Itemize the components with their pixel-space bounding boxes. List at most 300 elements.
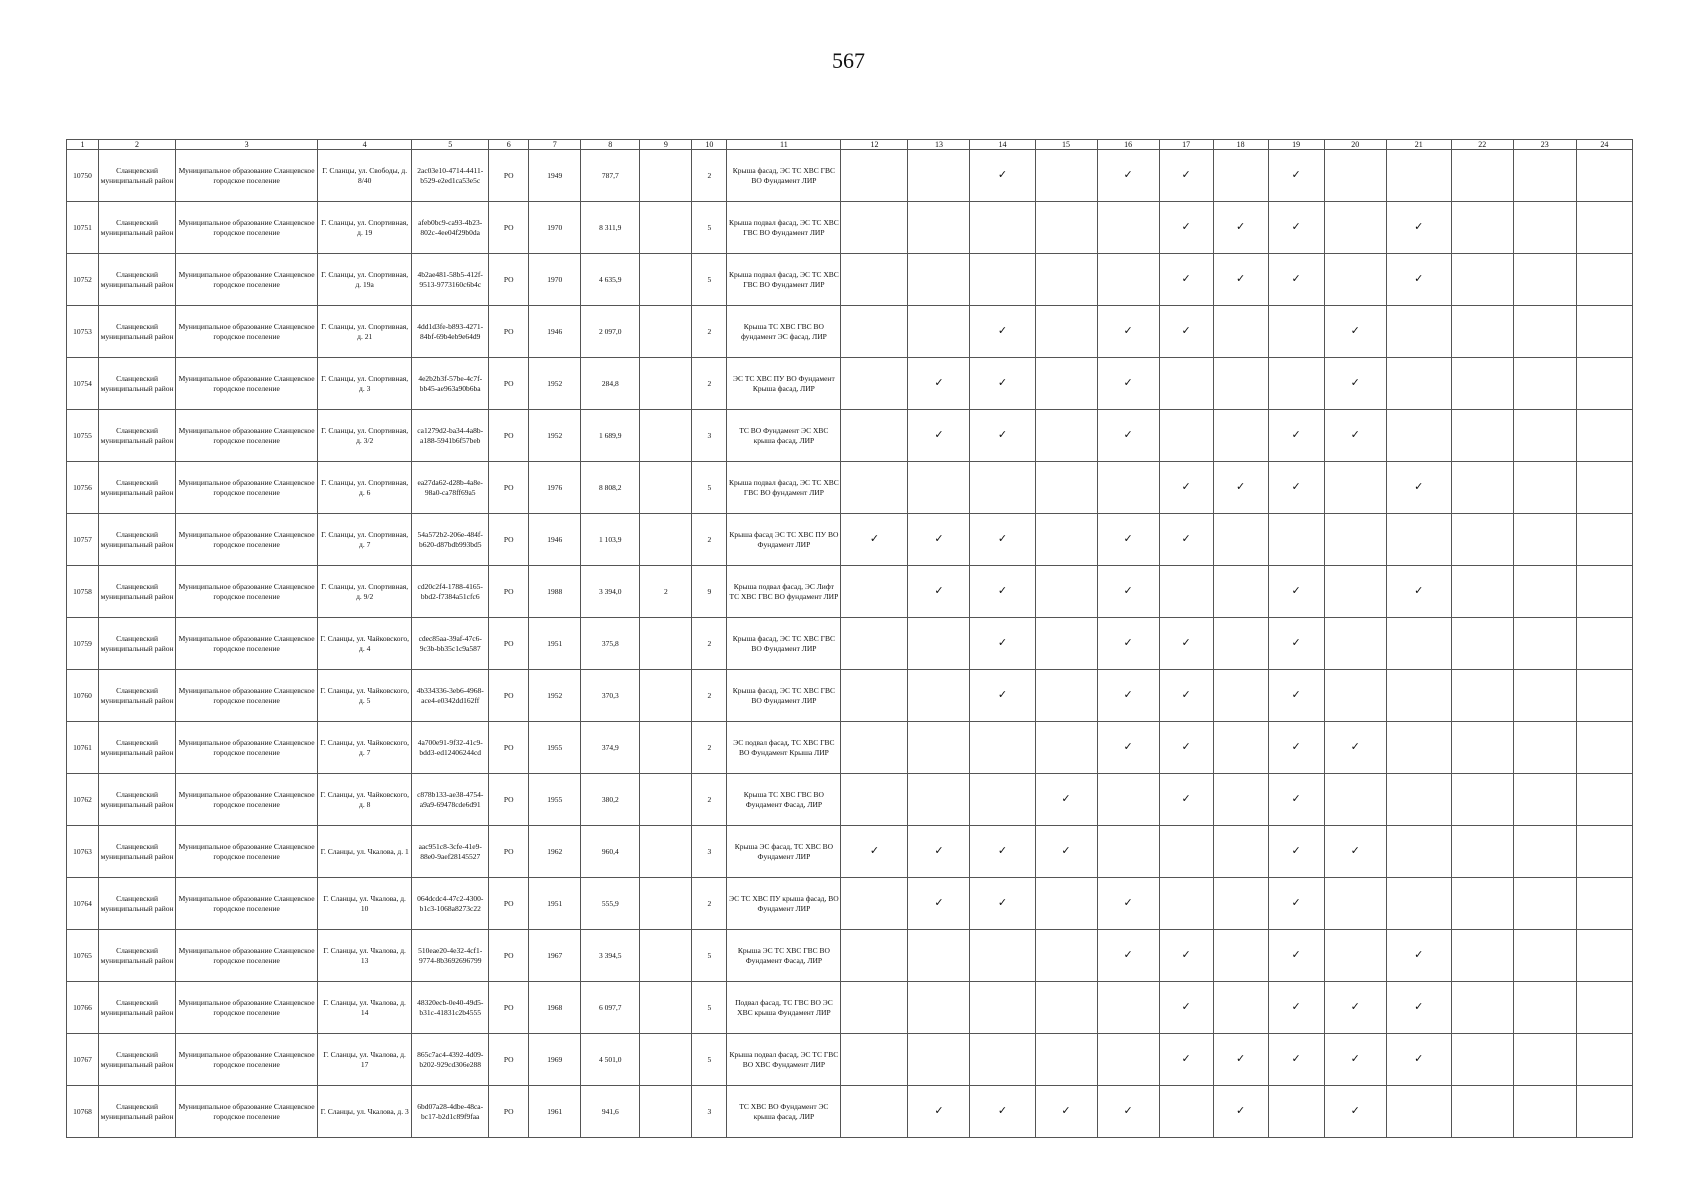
address-cell: Г. Сланцы, ул. Спортивная, д. 3 [318,358,412,410]
year-built-cell: 1976 [529,462,581,514]
municipality-cell: Муниципальное образование Сланцевское городское поселение [176,618,318,670]
check-mark-icon: ✓ [970,410,1035,462]
empty-cell [1513,410,1576,462]
record-id-cell: 10766 [67,982,99,1034]
entrances-cell [640,306,692,358]
empty-cell [841,150,908,202]
entrances-cell [640,150,692,202]
record-id-cell: 10759 [67,618,99,670]
program-cell: РО [489,254,529,306]
column-number: 18 [1213,140,1268,150]
works-list-cell: ТС ВО Фундамент ЭС ХВС крыша фасад, ЛИР [727,410,841,462]
empty-cell [1513,982,1576,1034]
guid-cell: 4b2ae481-58b5-412f-9513-9773160c6b4c [412,254,489,306]
column-number: 22 [1451,140,1513,150]
year-built-cell: 1969 [529,1034,581,1086]
empty-cell [908,774,970,826]
municipality-cell: Муниципальное образование Сланцевское городское поселение [176,410,318,462]
check-mark-icon: ✓ [1159,722,1213,774]
guid-cell: 865c7ac4-4392-4d09-b202-929cd306e288 [412,1034,489,1086]
municipality-cell: Муниципальное образование Сланцевское городское поселение [176,150,318,202]
check-mark-icon: ✓ [970,150,1035,202]
check-mark-icon: ✓ [1324,826,1386,878]
empty-cell [1451,930,1513,982]
works-list-cell: Крыша ЭС фасад, ТС ХВС ВО Фундамент ЛИР [727,826,841,878]
empty-cell [908,930,970,982]
guid-cell: 4b334336-3eb6-4968-ace4-e0342dd162ff [412,670,489,722]
check-mark-icon: ✓ [970,878,1035,930]
column-number: 19 [1268,140,1324,150]
check-mark-icon: ✓ [1159,202,1213,254]
area-cell: 370,3 [581,670,640,722]
entrances-cell [640,202,692,254]
check-mark-icon: ✓ [1097,670,1159,722]
entrances-cell [640,878,692,930]
table-row [67,1034,1633,1086]
municipality-cell: Муниципальное образование Сланцевское городское поселение [176,826,318,878]
column-number: 13 [908,140,970,150]
empty-cell [1324,930,1386,982]
district-cell: Сланцевский муниципальный район [99,566,176,618]
check-mark-icon: ✓ [908,826,970,878]
guid-cell: 510eae20-4e32-4cf1-9774-8b3692696799 [412,930,489,982]
year-built-cell: 1961 [529,1086,581,1138]
check-mark-icon: ✓ [970,826,1035,878]
empty-cell [908,618,970,670]
floors-cell: 5 [692,1034,727,1086]
entrances-cell [640,254,692,306]
entrances-cell [640,410,692,462]
guid-cell: 48320ecb-0e40-49d5-b31c-41831c2b4555 [412,982,489,1034]
works-list-cell: Крыша фасад, ЭС ТС ХВС ГВС ВО Фундамент ЛИР [727,618,841,670]
guid-cell: aac951c8-3cfe-41e9-88e0-9aef28145527 [412,826,489,878]
check-mark-icon: ✓ [1324,1086,1386,1138]
empty-cell [908,202,970,254]
empty-cell [1451,254,1513,306]
empty-cell [1576,1034,1632,1086]
column-number: 8 [581,140,640,150]
check-mark-icon: ✓ [1324,410,1386,462]
address-cell: Г. Сланцы, ул. Спортивная, д. 9/2 [318,566,412,618]
column-number: 23 [1513,140,1576,150]
empty-cell [1035,566,1097,618]
empty-cell [1097,774,1159,826]
municipality-cell: Муниципальное образование Сланцевское городское поселение [176,774,318,826]
program-cell: РО [489,670,529,722]
entrances-cell: 2 [640,566,692,618]
check-mark-icon: ✓ [1159,774,1213,826]
municipality-cell: Муниципальное образование Сланцевское городское поселение [176,514,318,566]
check-mark-icon: ✓ [1268,774,1324,826]
table-row [67,514,1633,566]
municipality-cell: Муниципальное образование Сланцевское городское поселение [176,878,318,930]
area-cell: 2 097,0 [581,306,640,358]
empty-cell [1324,254,1386,306]
district-cell: Сланцевский муниципальный район [99,202,176,254]
empty-cell [841,1086,908,1138]
check-mark-icon: ✓ [908,410,970,462]
year-built-cell: 1946 [529,306,581,358]
entrances-cell [640,1086,692,1138]
empty-cell [1513,566,1576,618]
table-row [67,254,1633,306]
empty-cell [1035,878,1097,930]
empty-cell [1576,1086,1632,1138]
empty-cell [1451,1086,1513,1138]
empty-cell [1159,410,1213,462]
floors-cell: 2 [692,150,727,202]
record-id-cell: 10760 [67,670,99,722]
table-row [67,774,1633,826]
district-cell: Сланцевский муниципальный район [99,150,176,202]
empty-cell [1213,566,1268,618]
check-mark-icon: ✓ [908,1086,970,1138]
empty-cell [841,722,908,774]
empty-cell [1576,202,1632,254]
empty-cell [1576,150,1632,202]
address-cell: Г. Сланцы, ул. Чкалова, д. 3 [318,1086,412,1138]
column-number: 10 [692,140,727,150]
year-built-cell: 1952 [529,410,581,462]
record-id-cell: 10763 [67,826,99,878]
record-id-cell: 10762 [67,774,99,826]
check-mark-icon: ✓ [841,826,908,878]
table-row [67,462,1633,514]
empty-cell [1513,202,1576,254]
check-mark-icon: ✓ [1035,774,1097,826]
empty-cell [1386,358,1451,410]
entrances-cell [640,982,692,1034]
empty-cell [970,1034,1035,1086]
empty-cell [1035,202,1097,254]
record-id-cell: 10767 [67,1034,99,1086]
empty-cell [1576,358,1632,410]
floors-cell: 5 [692,202,727,254]
check-mark-icon: ✓ [1159,930,1213,982]
check-mark-icon: ✓ [1268,930,1324,982]
check-mark-icon: ✓ [970,514,1035,566]
floors-cell: 3 [692,410,727,462]
empty-cell [1097,826,1159,878]
check-mark-icon: ✓ [1386,254,1451,306]
program-cell: РО [489,826,529,878]
table-row [67,618,1633,670]
floors-cell: 2 [692,722,727,774]
empty-cell [1513,878,1576,930]
empty-cell [1451,358,1513,410]
entrances-cell [640,930,692,982]
check-mark-icon: ✓ [1386,982,1451,1034]
empty-cell [1213,514,1268,566]
empty-cell [1513,1034,1576,1086]
check-mark-icon: ✓ [1268,618,1324,670]
year-built-cell: 1988 [529,566,581,618]
district-cell: Сланцевский муниципальный район [99,1086,176,1138]
municipality-cell: Муниципальное образование Сланцевское городское поселение [176,254,318,306]
check-mark-icon: ✓ [970,306,1035,358]
column-number: 3 [176,140,318,150]
area-cell: 1 689,9 [581,410,640,462]
address-cell: Г. Сланцы, ул. Чкалова, д. 10 [318,878,412,930]
area-cell: 1 103,9 [581,514,640,566]
program-cell: РО [489,930,529,982]
entrances-cell [640,514,692,566]
record-id-cell: 10750 [67,150,99,202]
works-list-cell: Крыша подвал фасад, ЭС ТС ХВС ГВС ВО фундамент ЛИР [727,462,841,514]
record-id-cell: 10754 [67,358,99,410]
empty-cell [908,254,970,306]
entrances-cell [640,670,692,722]
check-mark-icon: ✓ [841,514,908,566]
year-built-cell: 1952 [529,670,581,722]
column-number: 7 [529,140,581,150]
check-mark-icon: ✓ [970,618,1035,670]
check-mark-icon: ✓ [1097,1086,1159,1138]
check-mark-icon: ✓ [1097,722,1159,774]
check-mark-icon: ✓ [1268,826,1324,878]
empty-cell [1576,930,1632,982]
check-mark-icon: ✓ [1159,982,1213,1034]
empty-cell [1035,150,1097,202]
empty-cell [1159,878,1213,930]
table-row [67,1086,1633,1138]
address-cell: Г. Сланцы, ул. Спортивная, д. 7 [318,514,412,566]
empty-cell [1386,878,1451,930]
empty-cell [970,930,1035,982]
register-table [66,139,1633,1138]
check-mark-icon: ✓ [1159,462,1213,514]
district-cell: Сланцевский муниципальный район [99,982,176,1034]
municipality-cell: Муниципальное образование Сланцевское городское поселение [176,1034,318,1086]
entrances-cell [640,462,692,514]
municipality-cell: Муниципальное образование Сланцевское городское поселение [176,358,318,410]
column-number: 21 [1386,140,1451,150]
address-cell: Г. Сланцы, ул. Чайковского, д. 4 [318,618,412,670]
district-cell: Сланцевский муниципальный район [99,254,176,306]
municipality-cell: Муниципальное образование Сланцевское городское поселение [176,670,318,722]
area-cell: 284,8 [581,358,640,410]
empty-cell [1386,774,1451,826]
area-cell: 787,7 [581,150,640,202]
check-mark-icon: ✓ [970,1086,1035,1138]
empty-cell [1324,774,1386,826]
works-list-cell: Крыша подвал фасад, ЭС ТС ХВС ГВС ВО Фундамент ЛИР [727,254,841,306]
guid-cell: c878b133-ae38-4754-a9a9-69478cde6d91 [412,774,489,826]
works-list-cell: ЭС ТС ХВС ПУ крыша фасад, ВО Фундамент ЛИР [727,878,841,930]
district-cell: Сланцевский муниципальный район [99,514,176,566]
area-cell: 375,8 [581,618,640,670]
empty-cell [1324,566,1386,618]
area-cell: 6 097,7 [581,982,640,1034]
empty-cell [841,878,908,930]
district-cell: Сланцевский муниципальный район [99,410,176,462]
record-id-cell: 10751 [67,202,99,254]
empty-cell [841,670,908,722]
district-cell: Сланцевский муниципальный район [99,618,176,670]
empty-cell [1035,358,1097,410]
empty-cell [1513,306,1576,358]
check-mark-icon: ✓ [1097,410,1159,462]
empty-cell [1513,254,1576,306]
check-mark-icon: ✓ [1097,618,1159,670]
address-cell: Г. Сланцы, ул. Спортивная, д. 3/2 [318,410,412,462]
floors-cell: 2 [692,774,727,826]
empty-cell [841,618,908,670]
empty-cell [1576,566,1632,618]
municipality-cell: Муниципальное образование Сланцевское городское поселение [176,722,318,774]
empty-cell [908,982,970,1034]
column-number: 17 [1159,140,1213,150]
program-cell: РО [489,878,529,930]
check-mark-icon: ✓ [1268,566,1324,618]
empty-cell [1513,514,1576,566]
empty-cell [970,774,1035,826]
address-cell: Г. Сланцы, ул. Чайковского, д. 8 [318,774,412,826]
empty-cell [1451,722,1513,774]
empty-cell [1035,930,1097,982]
check-mark-icon: ✓ [1159,514,1213,566]
record-id-cell: 10752 [67,254,99,306]
table-row [67,878,1633,930]
floors-cell: 3 [692,1086,727,1138]
empty-cell [908,462,970,514]
empty-cell [1576,774,1632,826]
empty-cell [1159,566,1213,618]
empty-cell [1451,774,1513,826]
check-mark-icon: ✓ [1268,670,1324,722]
check-mark-icon: ✓ [1324,982,1386,1034]
floors-cell: 2 [692,358,727,410]
empty-cell [1451,670,1513,722]
year-built-cell: 1951 [529,618,581,670]
empty-cell [1576,254,1632,306]
year-built-cell: 1968 [529,982,581,1034]
page-number: 567 [832,48,865,73]
empty-cell [1268,306,1324,358]
area-cell: 960,4 [581,826,640,878]
empty-cell [1451,982,1513,1034]
entrances-cell [640,774,692,826]
area-cell: 8 311,9 [581,202,640,254]
empty-cell [908,150,970,202]
guid-cell: ca1279d2-ba34-4a8b-a188-5941b6f57beb [412,410,489,462]
empty-cell [1451,462,1513,514]
year-built-cell: 1955 [529,774,581,826]
address-cell: Г. Сланцы, ул. Спортивная, д. 19а [318,254,412,306]
floors-cell: 2 [692,618,727,670]
empty-cell [1576,462,1632,514]
year-built-cell: 1955 [529,722,581,774]
empty-cell [1386,618,1451,670]
empty-cell [908,306,970,358]
empty-cell [1386,1086,1451,1138]
record-id-cell: 10765 [67,930,99,982]
works-list-cell: Крыша фасад, ЭС ТС ХВС ГВС ВО Фундамент ЛИР [727,670,841,722]
empty-cell [841,930,908,982]
table-row [67,722,1633,774]
empty-cell [1268,358,1324,410]
district-cell: Сланцевский муниципальный район [99,462,176,514]
empty-cell [1513,462,1576,514]
check-mark-icon: ✓ [1097,358,1159,410]
guid-cell: 4a700e91-9f32-41c9-bdd3-ed12406244cd [412,722,489,774]
guid-cell: cd20c2f4-1788-4165-bbd2-f7384a51cfc6 [412,566,489,618]
check-mark-icon: ✓ [970,566,1035,618]
floors-cell: 5 [692,254,727,306]
guid-cell: 6bd07a28-4dbe-48ca-bc17-b2d1c89f9faa [412,1086,489,1138]
empty-cell [1035,670,1097,722]
guid-cell: 4e2b2b3f-57be-4c7f-bb45-ae963a90b6ba [412,358,489,410]
record-id-cell: 10753 [67,306,99,358]
table-row [67,306,1633,358]
column-number: 14 [970,140,1035,150]
empty-cell [1513,722,1576,774]
empty-cell [1324,462,1386,514]
empty-cell [1035,254,1097,306]
empty-cell [1097,202,1159,254]
check-mark-icon: ✓ [1324,722,1386,774]
check-mark-icon: ✓ [1097,514,1159,566]
empty-cell [841,566,908,618]
empty-cell [1035,514,1097,566]
empty-cell [841,1034,908,1086]
empty-cell [1576,670,1632,722]
empty-cell [1451,878,1513,930]
empty-cell [1097,1034,1159,1086]
check-mark-icon: ✓ [1159,150,1213,202]
check-mark-icon: ✓ [1097,566,1159,618]
empty-cell [970,202,1035,254]
works-list-cell: ТС ХВС ВО Фундамент ЭС крыша фасад, ЛИР [727,1086,841,1138]
empty-cell [970,462,1035,514]
works-list-cell: Крыша фасад ЭС ТС ХВС ПУ ВО Фундамент ЛИР [727,514,841,566]
empty-cell [1513,826,1576,878]
address-cell: Г. Сланцы, ул. Чайковского, д. 7 [318,722,412,774]
empty-cell [1513,358,1576,410]
empty-cell [1576,826,1632,878]
record-id-cell: 10764 [67,878,99,930]
empty-cell [1451,618,1513,670]
check-mark-icon: ✓ [1386,566,1451,618]
check-mark-icon: ✓ [1386,1034,1451,1086]
municipality-cell: Муниципальное образование Сланцевское городское поселение [176,1086,318,1138]
address-cell: Г. Сланцы, ул. Спортивная, д. 6 [318,462,412,514]
table-row [67,410,1633,462]
check-mark-icon: ✓ [908,566,970,618]
check-mark-icon: ✓ [1386,462,1451,514]
empty-cell [1324,202,1386,254]
empty-cell [1213,930,1268,982]
program-cell: РО [489,1034,529,1086]
record-id-cell: 10758 [67,566,99,618]
check-mark-icon: ✓ [1213,1086,1268,1138]
check-mark-icon: ✓ [1159,254,1213,306]
floors-cell: 5 [692,930,727,982]
check-mark-icon: ✓ [1159,618,1213,670]
program-cell: РО [489,202,529,254]
empty-cell [1213,670,1268,722]
district-cell: Сланцевский муниципальный район [99,1034,176,1086]
empty-cell [970,982,1035,1034]
district-cell: Сланцевский муниципальный район [99,358,176,410]
check-mark-icon: ✓ [1324,358,1386,410]
program-cell: РО [489,306,529,358]
municipality-cell: Муниципальное образование Сланцевское городское поселение [176,306,318,358]
check-mark-icon: ✓ [1268,202,1324,254]
address-cell: Г. Сланцы, ул. Спортивная, д. 19 [318,202,412,254]
check-mark-icon: ✓ [908,514,970,566]
empty-cell [1324,150,1386,202]
